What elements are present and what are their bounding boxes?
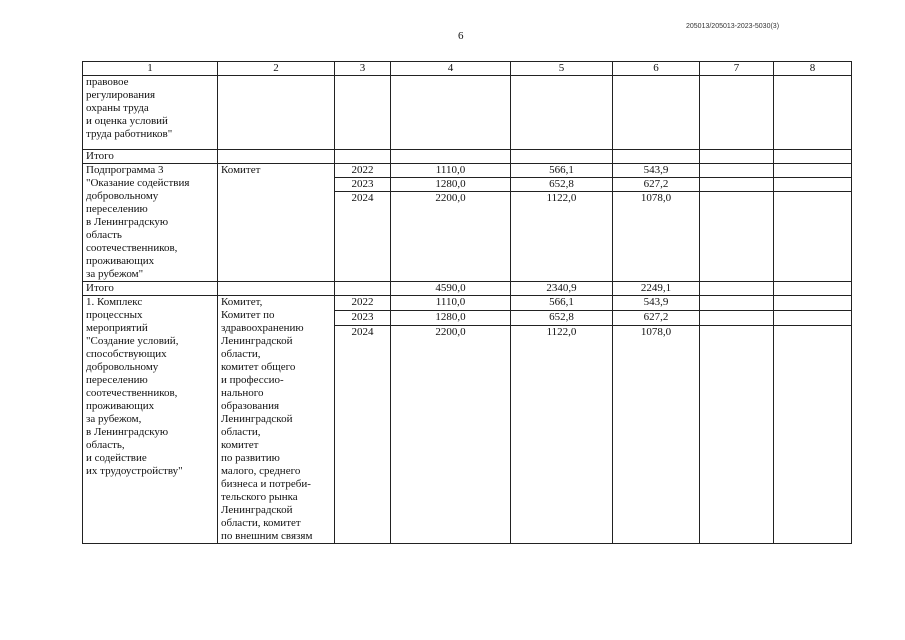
value-cell: 627,2: [613, 178, 700, 192]
subprogram-title: Подпрограмма 3 "Оказание содействия добровольному переселению в Ленинградскую область соотечественников, проживающих за рубежом": [83, 164, 218, 282]
total-cell: 1280,0: [391, 310, 511, 325]
measure-name: 1. Комплекс процессных мероприятий "Создание условий, способствующих добровольному переселению соотечественников, проживающих за рубежом, в Ленинградскую область, и содействие их трудоустройству": [83, 296, 218, 544]
year-cell: 2022: [335, 296, 391, 311]
year-cell: 2022: [335, 164, 391, 178]
value-cell: 566,1: [511, 164, 613, 178]
table-row: [83, 282, 852, 296]
value-cell: 1122,0: [511, 192, 613, 282]
column-header: 1: [83, 62, 218, 76]
budget-table: [82, 61, 852, 544]
column-header: 7: [700, 62, 774, 76]
value-cell: 2249,1: [613, 282, 700, 296]
total-cell: 4590,0: [391, 282, 511, 296]
table-row: [83, 150, 852, 164]
table-row: [83, 296, 852, 311]
table-header-row: [83, 62, 852, 76]
table-row: [83, 76, 852, 150]
value-cell: 1078,0: [613, 192, 700, 282]
value-cell: 566,1: [511, 296, 613, 311]
total-cell: 2200,0: [391, 325, 511, 543]
value-cell: 543,9: [613, 296, 700, 311]
column-header: 8: [774, 62, 852, 76]
year-cell: 2024: [335, 325, 391, 543]
executor: Комитет, Комитет по здравоохранению Ленинградской области, комитет общего и профессио- нального образования Ленинградской области, комитет по развитию малого, среднего бизнеса и потреби- тельского рынка Ленинградской области, комитет по внешним связям: [218, 296, 335, 544]
column-header: 4: [391, 62, 511, 76]
itogo-label: Итого: [83, 150, 218, 164]
value-cell: 2340,9: [511, 282, 613, 296]
column-header: 6: [613, 62, 700, 76]
column-header: 2: [218, 62, 335, 76]
total-cell: 1110,0: [391, 296, 511, 311]
year-cell: 2024: [335, 192, 391, 282]
page-number: 6: [458, 30, 464, 42]
measure-name: правовое регулирования охраны труда и оценка условий труда работников": [83, 76, 218, 150]
document-code: 205013/205013-2023-5030(3): [686, 23, 780, 30]
itogo-label: Итого: [83, 282, 218, 296]
executor: Комитет: [218, 164, 335, 282]
total-cell: 1110,0: [391, 164, 511, 178]
total-cell: 1280,0: [391, 178, 511, 192]
value-cell: 627,2: [613, 310, 700, 325]
year-cell: 2023: [335, 178, 391, 192]
year-cell: 2023: [335, 310, 391, 325]
value-cell: 543,9: [613, 164, 700, 178]
value-cell: 652,8: [511, 310, 613, 325]
column-header: 5: [511, 62, 613, 76]
column-header: 3: [335, 62, 391, 76]
value-cell: 1122,0: [511, 325, 613, 543]
total-cell: 2200,0: [391, 192, 511, 282]
table-row: [83, 164, 852, 178]
value-cell: 1078,0: [613, 325, 700, 543]
value-cell: 652,8: [511, 178, 613, 192]
